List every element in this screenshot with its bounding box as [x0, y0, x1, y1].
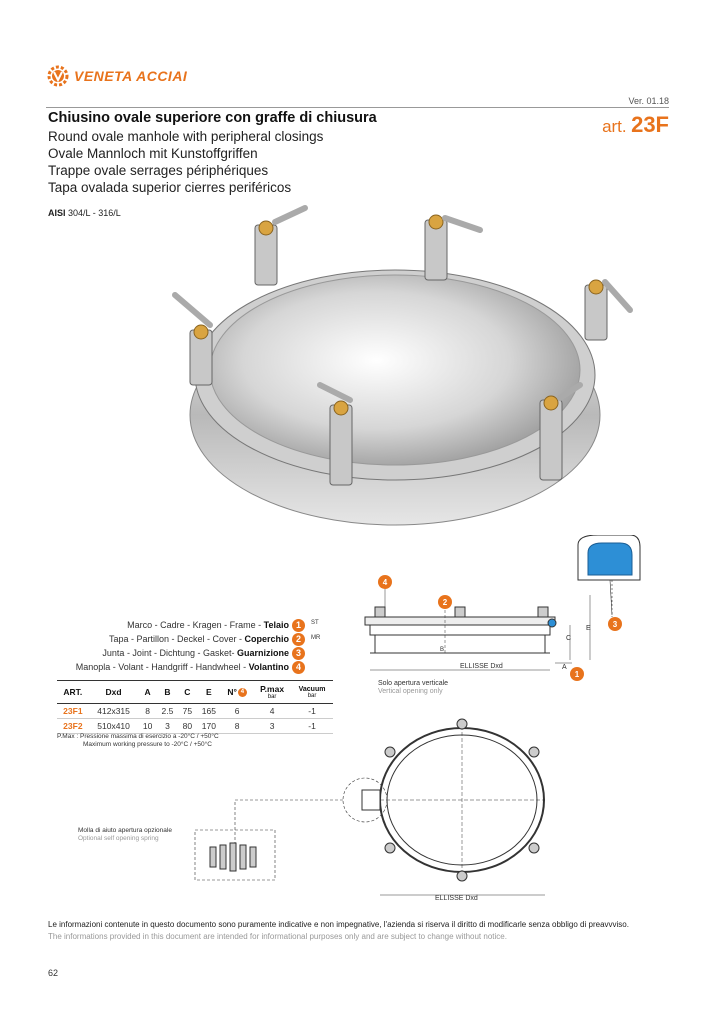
col-vacuum-unit: bar: [307, 692, 317, 699]
title-en: Round ovale manhole with peripheral closings: [48, 129, 324, 144]
callout-badge: 4: [292, 661, 305, 674]
callout-badge: 1: [292, 619, 305, 632]
cell: 80: [178, 719, 196, 734]
disclaimer-it: Le informazioni contenute in questo documento sono puramente indicative e non impegnative, l'azienda si riserva il diritto di modificarle senza obbligo di preavvviso.: [48, 920, 629, 929]
article-prefix: art.: [602, 117, 627, 136]
table-header-row: [57, 681, 333, 704]
version-label: Ver. 01.18: [628, 96, 669, 106]
dim-b: B: [440, 647, 445, 653]
spring-label: [78, 827, 172, 843]
callout-badge: 4: [238, 688, 247, 697]
col-pmax: [253, 681, 291, 704]
legend-bold: Coperchio: [244, 633, 289, 644]
callout-1: 1: [574, 670, 580, 679]
legend-bold: Guarnizione: [236, 647, 289, 658]
col-dxd: Dxd: [89, 681, 139, 704]
legend-bold: Volantino: [248, 661, 289, 672]
cell: 75: [178, 704, 196, 719]
col-pmax-unit: bar: [267, 694, 277, 700]
col-vacuum: [291, 681, 333, 704]
spring-label-en: Optional self opening spring: [78, 835, 159, 842]
cell: 8: [221, 719, 253, 734]
article-number: 23F: [631, 112, 669, 137]
product-photo: [150, 200, 640, 540]
cell-art: 23F1: [57, 704, 89, 719]
legend-text: Tapa - Partillon - Deckel - Cover -: [108, 633, 245, 644]
cell: -1: [291, 719, 333, 734]
col-art: ART.: [57, 681, 89, 704]
cell-art: 23F2: [57, 719, 89, 734]
cell: 170: [196, 719, 221, 734]
callout-badge: 2: [292, 633, 305, 646]
material-label: AISI: [48, 208, 66, 218]
title-es: Tapa ovalada superior cierres periféricos: [48, 180, 292, 195]
side-view-drawing: [340, 535, 670, 700]
cell: 3: [253, 719, 291, 734]
col-pmax-label: P.max: [260, 684, 285, 694]
col-vacuum-label: Vacuum: [298, 685, 326, 693]
legend-bold: Telaio: [263, 619, 289, 630]
callout-badge: 3: [292, 647, 305, 660]
cell: 8: [138, 704, 156, 719]
col-c: C: [178, 681, 196, 704]
ellisse-label: ELLISSE Dxd: [460, 663, 503, 670]
legend-suffix: MR: [311, 635, 321, 641]
callout-3: 3: [612, 620, 618, 629]
company-logo: [46, 64, 187, 88]
material-spec: [48, 208, 121, 218]
page-title: Chiusino ovale superiore con graffe di chiusura: [48, 110, 377, 126]
material-value: 304/L - 316/L: [68, 208, 121, 218]
cell: 165: [196, 704, 221, 719]
pmax-note-en: Maximum working pressure to -20°C / +50°C: [83, 741, 212, 748]
dim-a: A: [562, 664, 567, 671]
vertical-note-en: Vertical opening only: [378, 688, 443, 695]
cell: 10: [138, 719, 156, 734]
legend-text: Manopla - Volant - Handgriff - Handwheel -: [75, 661, 249, 672]
cell: 6: [221, 704, 253, 719]
legend-text: Marco - Cadre - Kragen - Frame -: [127, 619, 264, 630]
legend-item-handwheel: [76, 661, 305, 674]
legend-item-frame: [127, 619, 305, 632]
cell: -1: [291, 704, 333, 719]
page-number: 62: [48, 968, 59, 978]
ellisse-label-top: ELLISSE Dxd: [435, 895, 478, 902]
legend-suffix: ST: [311, 620, 319, 626]
article-code: [602, 112, 669, 138]
cell: 3: [157, 719, 178, 734]
col-n-label: N°: [227, 686, 237, 697]
disclaimer-en: The informations provided in this document are intended for informational purposes only and are subject to change without notice.: [48, 932, 507, 941]
legend-item-cover: [109, 633, 305, 646]
callout-4: 4: [382, 578, 388, 587]
col-n: [221, 681, 253, 704]
title-de: Ovale Mannloch mit Kunstoffgriffen: [48, 146, 258, 161]
title-fr: Trappe ovale serrages périphériques: [48, 163, 269, 178]
cell: 412x315: [89, 704, 139, 719]
col-b: B: [157, 681, 178, 704]
cell: 510x410: [89, 719, 139, 734]
gear-logo-icon: [46, 64, 70, 88]
col-a: A: [138, 681, 156, 704]
callout-2: 2: [442, 598, 448, 607]
legend-item-gasket: [102, 647, 305, 660]
cell: 4: [253, 704, 291, 719]
legend-text: Junta - Joint - Dichtung - Gasket-: [102, 647, 237, 658]
top-view-drawing: [190, 710, 590, 910]
dim-e: E: [586, 625, 591, 632]
logo-text: VENETA ACCIAI: [74, 68, 188, 84]
spring-label-it: Molla di aiuto apertura opzionale: [78, 827, 172, 834]
dim-c: C: [566, 635, 572, 642]
col-e: E: [196, 681, 221, 704]
header-divider: [46, 107, 669, 108]
pmax-note-it: P.Max : Pressione massima di esercizio a -20°C / +50°C: [57, 733, 219, 740]
vertical-note-it: Solo apertura verticale: [378, 680, 449, 687]
cell: 2.5: [157, 704, 178, 719]
